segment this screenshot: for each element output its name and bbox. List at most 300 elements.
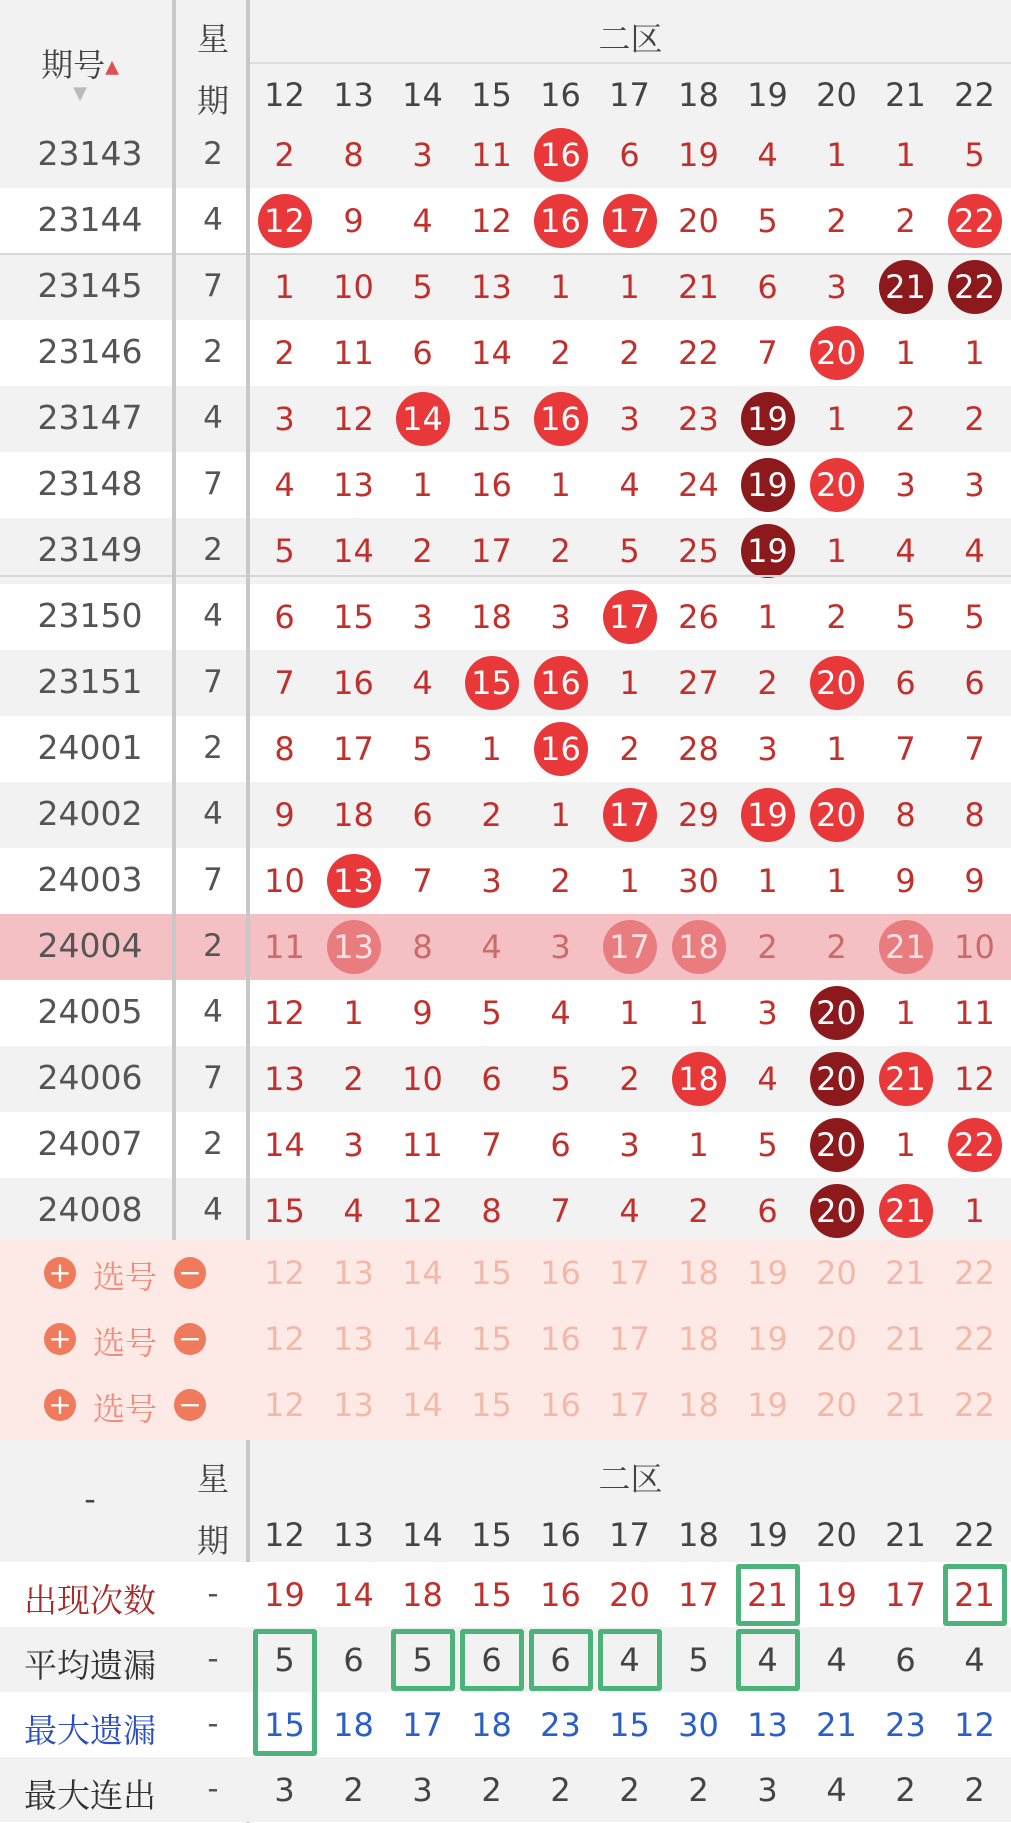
pick-number[interactable]: 19 xyxy=(747,1386,788,1424)
minus-circle-icon[interactable]: − xyxy=(174,1323,206,1355)
number-ball: 17 xyxy=(603,920,657,974)
period-number: 24001 xyxy=(37,728,143,767)
miss-count: 12 xyxy=(471,202,512,240)
miss-count: 16 xyxy=(471,466,512,504)
column-header: 15 xyxy=(471,76,512,114)
pick-number[interactable]: 18 xyxy=(678,1254,719,1292)
miss-count: 2 xyxy=(481,796,502,834)
stat-value: 3 xyxy=(757,1771,778,1809)
miss-count: 2 xyxy=(550,334,571,372)
column-header: 13 xyxy=(333,1516,374,1554)
miss-count: 2 xyxy=(619,334,640,372)
stat-value: 21 xyxy=(954,1576,995,1614)
pick-number[interactable]: 14 xyxy=(402,1320,443,1358)
miss-count: 3 xyxy=(895,466,916,504)
week-day: 7 xyxy=(203,1060,223,1096)
pick-number[interactable]: 15 xyxy=(471,1386,512,1424)
miss-count: 6 xyxy=(757,1192,778,1230)
column-header: 20 xyxy=(816,76,857,114)
stat-value: 5 xyxy=(412,1641,433,1679)
pick-label: 选号 xyxy=(92,1324,157,1362)
annotation-box xyxy=(943,1564,1007,1626)
pick-number[interactable]: 17 xyxy=(609,1320,650,1358)
miss-count: 15 xyxy=(471,400,512,438)
stat-value: 2 xyxy=(343,1771,364,1809)
stat-value: 13 xyxy=(747,1706,788,1744)
miss-count: 4 xyxy=(274,466,295,504)
stats-label: 最大遗漏 xyxy=(24,1711,156,1750)
column-header: 21 xyxy=(885,1516,926,1554)
pick-number[interactable]: 22 xyxy=(954,1386,995,1424)
miss-count: 8 xyxy=(412,928,433,966)
miss-count: 8 xyxy=(964,796,985,834)
stat-value: 17 xyxy=(885,1576,926,1614)
miss-count: 14 xyxy=(264,1126,305,1164)
miss-count: 3 xyxy=(757,730,778,768)
column-header: 22 xyxy=(954,76,995,114)
miss-count: 6 xyxy=(964,664,985,702)
pick-number[interactable]: 22 xyxy=(954,1320,995,1358)
stat-value: 5 xyxy=(688,1641,709,1679)
miss-count: 5 xyxy=(895,598,916,636)
miss-count: 3 xyxy=(481,862,502,900)
period-number: 24008 xyxy=(37,1190,143,1229)
miss-count: 3 xyxy=(550,928,571,966)
annotation-box xyxy=(460,1629,524,1691)
miss-count: 11 xyxy=(402,1126,443,1164)
stat-value: 4 xyxy=(964,1641,985,1679)
miss-count: 1 xyxy=(895,994,916,1032)
week-day: - xyxy=(207,1771,219,1807)
miss-count: 9 xyxy=(412,994,433,1032)
number-ball: 22 xyxy=(948,1118,1002,1172)
stat-value: 3 xyxy=(412,1771,433,1809)
number-ball: 20 xyxy=(810,326,864,380)
minus-circle-icon[interactable]: − xyxy=(174,1389,206,1421)
miss-count: 5 xyxy=(757,202,778,240)
plus-circle-icon[interactable]: + xyxy=(44,1323,76,1355)
column-header: 18 xyxy=(678,76,719,114)
stats-corner: - xyxy=(84,1480,96,1518)
week-day: 2 xyxy=(203,1126,223,1162)
miss-count: 1 xyxy=(481,730,502,768)
miss-count: 1 xyxy=(757,598,778,636)
miss-count: 9 xyxy=(964,862,985,900)
miss-count: 4 xyxy=(619,466,640,504)
miss-count: 13 xyxy=(333,466,374,504)
plus-circle-icon[interactable]: + xyxy=(44,1257,76,1289)
miss-count: 4 xyxy=(550,994,571,1032)
week-day: 7 xyxy=(203,664,223,700)
period-number: 23147 xyxy=(37,398,143,437)
stat-value: 4 xyxy=(826,1771,847,1809)
pick-number[interactable]: 12 xyxy=(264,1320,305,1358)
number-ball: 20 xyxy=(810,1184,864,1238)
number-ball: 22 xyxy=(948,194,1002,248)
week-day: 4 xyxy=(203,400,223,436)
miss-count: 5 xyxy=(757,1126,778,1164)
number-ball: 20 xyxy=(810,788,864,842)
number-ball: 13 xyxy=(327,920,381,974)
miss-count: 7 xyxy=(757,334,778,372)
number-ball: 16 xyxy=(534,656,588,710)
miss-count: 2 xyxy=(343,1060,364,1098)
number-ball: 19 xyxy=(741,458,795,512)
miss-count: 7 xyxy=(550,1192,571,1230)
plus-circle-icon[interactable]: + xyxy=(44,1389,76,1421)
number-ball: 20 xyxy=(810,1118,864,1172)
miss-count: 1 xyxy=(619,862,640,900)
column-header: 21 xyxy=(885,76,926,114)
week-day: 2 xyxy=(203,928,223,964)
week-day: 2 xyxy=(203,532,223,568)
miss-count: 5 xyxy=(550,1060,571,1098)
pick-number[interactable]: 19 xyxy=(747,1320,788,1358)
miss-count: 10 xyxy=(333,268,374,306)
miss-count: 14 xyxy=(333,532,374,570)
number-ball: 21 xyxy=(879,1052,933,1106)
number-ball: 20 xyxy=(810,1052,864,1106)
column-header: 19 xyxy=(747,76,788,114)
miss-count: 4 xyxy=(757,1060,778,1098)
miss-count: 2 xyxy=(895,202,916,240)
stat-value: 19 xyxy=(816,1576,857,1614)
pick-number[interactable]: 17 xyxy=(609,1386,650,1424)
column-header: 20 xyxy=(816,1516,857,1554)
miss-count: 1 xyxy=(964,334,985,372)
miss-count: 5 xyxy=(964,598,985,636)
miss-count: 11 xyxy=(333,334,374,372)
annotation-box xyxy=(598,1629,662,1691)
miss-count: 8 xyxy=(274,730,295,768)
miss-count: 1 xyxy=(757,862,778,900)
column-header: 14 xyxy=(402,1516,443,1554)
week-day: 4 xyxy=(203,994,223,1030)
miss-count: 9 xyxy=(274,796,295,834)
column-header: 15 xyxy=(471,1516,512,1554)
miss-count: 2 xyxy=(895,400,916,438)
annotation-box xyxy=(736,1629,800,1691)
miss-count: 6 xyxy=(481,1060,502,1098)
miss-count: 2 xyxy=(688,1192,709,1230)
miss-count: 1 xyxy=(688,994,709,1032)
pick-number[interactable]: 15 xyxy=(471,1320,512,1358)
miss-count: 11 xyxy=(264,928,305,966)
miss-count: 4 xyxy=(757,136,778,174)
number-ball: 20 xyxy=(810,656,864,710)
miss-count: 2 xyxy=(964,400,985,438)
miss-count: 1 xyxy=(895,1126,916,1164)
miss-count: 3 xyxy=(619,1126,640,1164)
pick-label: 选号 xyxy=(92,1258,157,1296)
stat-value: 17 xyxy=(678,1576,719,1614)
pick-number[interactable]: 21 xyxy=(885,1320,926,1358)
miss-count: 17 xyxy=(333,730,374,768)
number-ball: 17 xyxy=(603,590,657,644)
miss-count: 4 xyxy=(895,532,916,570)
pick-number[interactable]: 20 xyxy=(816,1254,857,1292)
period-number: 24002 xyxy=(37,794,143,833)
column-header: 14 xyxy=(402,76,443,114)
miss-count: 8 xyxy=(343,136,364,174)
miss-count: 25 xyxy=(678,532,719,570)
number-ball: 16 xyxy=(534,392,588,446)
minus-circle-icon[interactable]: − xyxy=(174,1257,206,1289)
miss-count: 10 xyxy=(402,1060,443,1098)
number-ball: 16 xyxy=(534,722,588,776)
period-number: 24007 xyxy=(37,1124,143,1163)
miss-count: 7 xyxy=(274,664,295,702)
miss-count: 9 xyxy=(343,202,364,240)
miss-count: 4 xyxy=(619,1192,640,1230)
miss-count: 2 xyxy=(550,532,571,570)
pick-number[interactable]: 21 xyxy=(885,1254,926,1292)
miss-count: 7 xyxy=(964,730,985,768)
pick-number[interactable]: 13 xyxy=(333,1254,374,1292)
period-number: 23151 xyxy=(37,662,143,701)
week-day: 7 xyxy=(203,862,223,898)
miss-count: 12 xyxy=(954,1060,995,1098)
stat-value: 18 xyxy=(402,1576,443,1614)
column-header: 17 xyxy=(609,76,650,114)
column-header: 12 xyxy=(264,76,305,114)
column-header: 13 xyxy=(333,76,374,114)
pick-number[interactable]: 22 xyxy=(954,1254,995,1292)
stats-label: 出现次数 xyxy=(24,1581,156,1620)
pick-number[interactable]: 14 xyxy=(402,1254,443,1292)
miss-count: 11 xyxy=(954,994,995,1032)
miss-count: 6 xyxy=(412,334,433,372)
miss-count: 1 xyxy=(826,862,847,900)
miss-count: 16 xyxy=(333,664,374,702)
sort-icon[interactable]: ▲ ▼ xyxy=(73,56,119,104)
column-divider xyxy=(246,0,250,1440)
miss-count: 12 xyxy=(402,1192,443,1230)
period-number: 24004 xyxy=(37,926,143,965)
stat-value: 14 xyxy=(333,1576,374,1614)
miss-count: 6 xyxy=(619,136,640,174)
stat-value: 15 xyxy=(471,1576,512,1614)
miss-count: 27 xyxy=(678,664,719,702)
miss-count: 2 xyxy=(412,532,433,570)
number-ball: 12 xyxy=(258,194,312,248)
pick-number[interactable]: 18 xyxy=(678,1320,719,1358)
number-ball: 18 xyxy=(672,1052,726,1106)
miss-count: 3 xyxy=(274,400,295,438)
miss-count: 3 xyxy=(964,466,985,504)
pick-number[interactable]: 16 xyxy=(540,1254,581,1292)
miss-count: 29 xyxy=(678,796,719,834)
period-header[interactable]: 期号▲ ▼ xyxy=(41,46,119,104)
miss-count: 6 xyxy=(895,664,916,702)
miss-count: 10 xyxy=(954,928,995,966)
stat-value: 17 xyxy=(402,1706,443,1744)
period-number: 23143 xyxy=(37,134,143,173)
period-number: 23146 xyxy=(37,332,143,371)
pick-number[interactable]: 19 xyxy=(747,1254,788,1292)
number-ball: 15 xyxy=(465,656,519,710)
week-header-top: 星 xyxy=(196,20,229,58)
column-header: 22 xyxy=(954,1516,995,1554)
miss-count: 1 xyxy=(964,1192,985,1230)
miss-count: 1 xyxy=(895,136,916,174)
miss-count: 13 xyxy=(471,268,512,306)
miss-count: 20 xyxy=(678,202,719,240)
pick-label: 选号 xyxy=(92,1390,157,1428)
period-number: 23148 xyxy=(37,464,143,503)
stat-value: 30 xyxy=(678,1706,719,1744)
miss-count: 2 xyxy=(550,862,571,900)
period-number: 23149 xyxy=(37,530,143,569)
miss-count: 10 xyxy=(264,862,305,900)
miss-count: 5 xyxy=(412,268,433,306)
stat-value: 23 xyxy=(540,1706,581,1744)
pick-number[interactable]: 15 xyxy=(471,1254,512,1292)
miss-count: 21 xyxy=(678,268,719,306)
week-day: 4 xyxy=(203,1192,223,1228)
week-header-top: 星 xyxy=(196,1460,229,1498)
column-header: 16 xyxy=(540,76,581,114)
miss-count: 12 xyxy=(264,994,305,1032)
miss-count: 14 xyxy=(471,334,512,372)
miss-count: 9 xyxy=(895,862,916,900)
miss-count: 1 xyxy=(826,730,847,768)
period-number: 24006 xyxy=(37,1058,143,1097)
stat-value: 19 xyxy=(264,1576,305,1614)
annotation-box xyxy=(391,1629,455,1691)
miss-count: 1 xyxy=(343,994,364,1032)
stat-value: 6 xyxy=(550,1641,571,1679)
pick-number[interactable]: 13 xyxy=(333,1320,374,1358)
period-number: 23144 xyxy=(37,200,143,239)
miss-count: 2 xyxy=(619,1060,640,1098)
week-day: 2 xyxy=(203,334,223,370)
annotation-box xyxy=(736,1564,800,1626)
miss-count: 7 xyxy=(481,1126,502,1164)
pick-number[interactable]: 18 xyxy=(678,1386,719,1424)
week-day: - xyxy=(207,1576,219,1612)
miss-count: 8 xyxy=(895,796,916,834)
miss-count: 1 xyxy=(550,796,571,834)
period-number: 23150 xyxy=(37,596,143,635)
pick-number[interactable]: 16 xyxy=(540,1386,581,1424)
week-day: 7 xyxy=(203,268,223,304)
week-day: 4 xyxy=(203,796,223,832)
stat-value: 2 xyxy=(481,1771,502,1809)
miss-count: 5 xyxy=(481,994,502,1032)
miss-count: 2 xyxy=(757,664,778,702)
number-ball: 20 xyxy=(810,458,864,512)
week-day: 4 xyxy=(203,202,223,238)
pick-number[interactable]: 16 xyxy=(540,1320,581,1358)
row-divider xyxy=(0,253,1011,255)
stat-value: 16 xyxy=(540,1576,581,1614)
miss-count: 15 xyxy=(264,1192,305,1230)
stat-value: 2 xyxy=(964,1771,985,1809)
number-ball: 18 xyxy=(672,920,726,974)
number-ball: 21 xyxy=(879,1184,933,1238)
period-number: 24005 xyxy=(37,992,143,1031)
miss-count: 4 xyxy=(481,928,502,966)
pick-number[interactable]: 14 xyxy=(402,1386,443,1424)
stat-value: 6 xyxy=(343,1641,364,1679)
miss-count: 1 xyxy=(274,268,295,306)
miss-count: 13 xyxy=(264,1060,305,1098)
miss-count: 4 xyxy=(412,664,433,702)
stats-label: 最大连出 xyxy=(24,1776,156,1815)
miss-count: 6 xyxy=(757,268,778,306)
miss-count: 5 xyxy=(274,532,295,570)
miss-count: 5 xyxy=(412,730,433,768)
number-ball: 19 xyxy=(741,788,795,842)
miss-count: 1 xyxy=(826,136,847,174)
miss-count: 1 xyxy=(895,334,916,372)
miss-count: 28 xyxy=(678,730,719,768)
miss-count: 23 xyxy=(678,400,719,438)
pick-number[interactable]: 20 xyxy=(816,1320,857,1358)
number-ball: 16 xyxy=(534,194,588,248)
pick-number[interactable]: 12 xyxy=(264,1254,305,1292)
stats-label: 平均遗漏 xyxy=(24,1646,156,1685)
miss-count: 3 xyxy=(619,400,640,438)
pick-number[interactable]: 17 xyxy=(609,1254,650,1292)
stat-value: 15 xyxy=(609,1706,650,1744)
miss-count: 17 xyxy=(471,532,512,570)
pick-number[interactable]: 21 xyxy=(885,1386,926,1424)
miss-count: 19 xyxy=(678,136,719,174)
pick-number[interactable]: 12 xyxy=(264,1386,305,1424)
miss-count: 30 xyxy=(678,862,719,900)
stat-value: 18 xyxy=(333,1706,374,1744)
number-ball: 21 xyxy=(879,920,933,974)
miss-count: 4 xyxy=(412,202,433,240)
miss-count: 1 xyxy=(412,466,433,504)
number-ball: 13 xyxy=(327,854,381,908)
miss-count: 2 xyxy=(826,598,847,636)
number-ball: 22 xyxy=(948,260,1002,314)
pick-number[interactable]: 13 xyxy=(333,1386,374,1424)
stat-value: 2 xyxy=(895,1771,916,1809)
miss-count: 18 xyxy=(333,796,374,834)
miss-count: 3 xyxy=(412,136,433,174)
stat-value: 5 xyxy=(274,1641,295,1679)
week-day: 4 xyxy=(203,598,223,634)
miss-count: 24 xyxy=(678,466,719,504)
week-day: 2 xyxy=(203,730,223,766)
miss-count: 4 xyxy=(343,1192,364,1230)
miss-count: 2 xyxy=(274,136,295,174)
miss-count: 3 xyxy=(550,598,571,636)
week-day: - xyxy=(207,1706,219,1742)
zone-header: 二区 xyxy=(598,1460,663,1498)
miss-count: 2 xyxy=(826,202,847,240)
pick-number[interactable]: 20 xyxy=(816,1386,857,1424)
number-ball: 16 xyxy=(534,128,588,182)
row-divider xyxy=(0,575,1011,577)
miss-count: 2 xyxy=(757,928,778,966)
miss-count: 11 xyxy=(471,136,512,174)
period-number: 23145 xyxy=(37,266,143,305)
miss-count: 1 xyxy=(550,268,571,306)
week-day: - xyxy=(207,1641,219,1677)
stat-value: 2 xyxy=(619,1771,640,1809)
miss-count: 2 xyxy=(826,928,847,966)
stat-value: 18 xyxy=(471,1706,512,1744)
number-ball: 21 xyxy=(879,260,933,314)
stat-value: 3 xyxy=(274,1771,295,1809)
miss-count: 1 xyxy=(550,466,571,504)
week-header-bottom: 期 xyxy=(196,1522,229,1560)
